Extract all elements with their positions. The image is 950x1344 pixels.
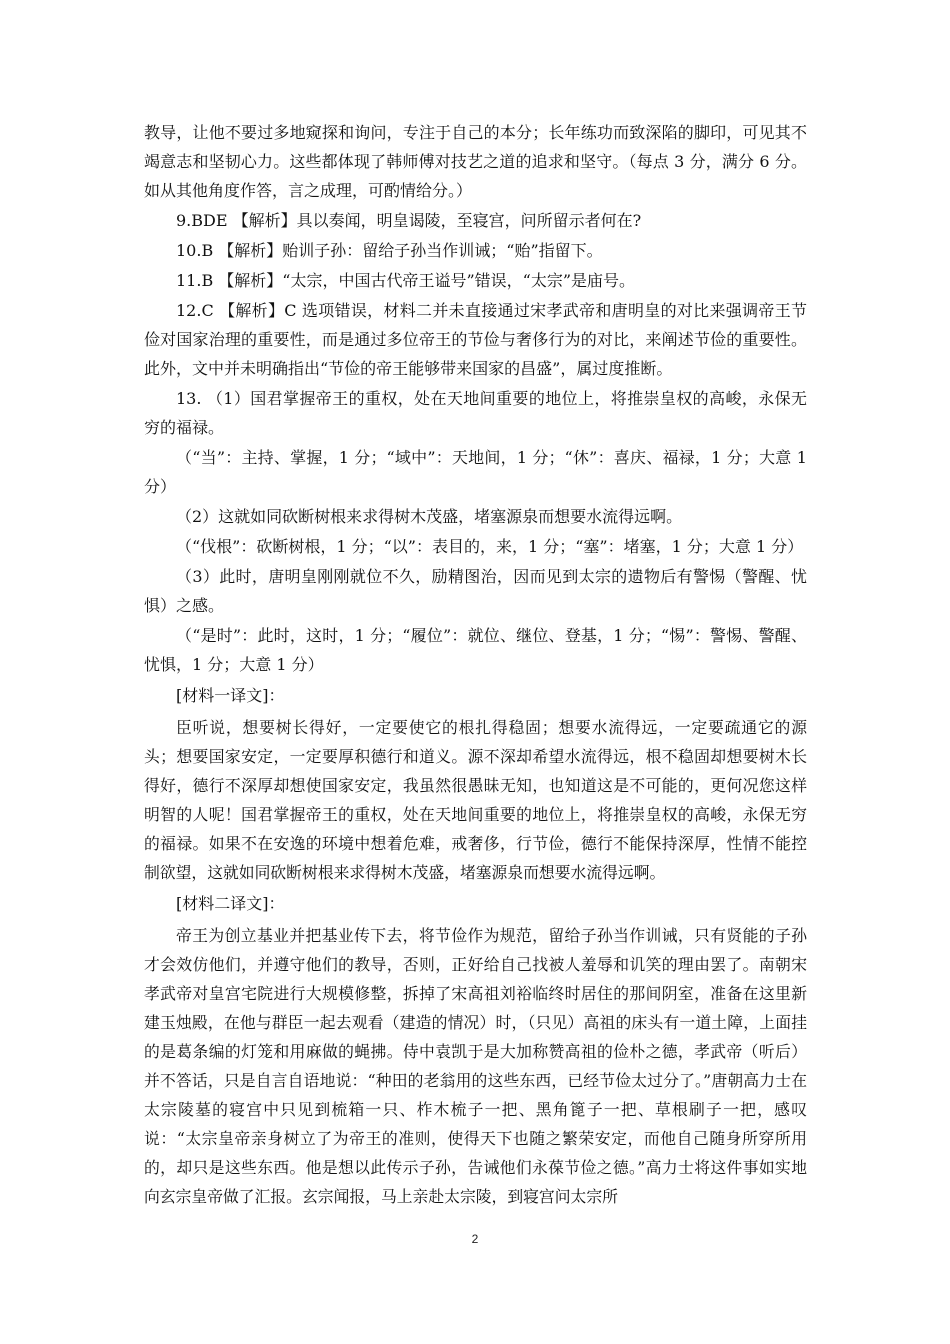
answer-q13-part3-scoring: （“是时”：此时，这时，1 分；“履位”：就位、继位、登基，1 分；“惕”：警惕、警醒、忧惧，1 分；大意 1 分） [144,626,807,674]
material1-translation-text: 臣听说，想要树长得好，一定要使它的根扎得稳固；想要水流得远，一定要疏通它的源头；想要国家安定，一定要厚积德行和道义。源不深却希望水流得远，根不稳固却想要树木长得好，德行不深厚却想使国家安定，我虽然很愚昧无知，也知道这是不可能的，更何况您这样明智的人呢！国君掌握帝王的重权，处在天地间重要的地位上，将推崇皇权的高峻，永保无穷的福禄。如果不在安逸的环境中想着危难，戒奢侈，行节俭，德行不能保持深厚，性情不能控制欲望，这就如同砍断树根来求得树木茂盛，堵塞源泉而想要水流得远啊。 [144,718,807,882]
page-number: 2 [471,1232,479,1246]
answer-q13-part3: （3）此时，唐明皇刚刚就位不久，励精图治，因而见到太宗的遗物后有警惕（警醒、忧惧）之感。 [144,567,807,615]
answer-q13-part1-scoring: （“当”：主持、掌握，1 分；“域中”：天地间，1 分；“休”：喜庆、福禄，1 分；大意 1 分） [144,448,807,496]
answer-q11: 11.B 【解析】“太宗，中国古代帝王谥号”错误，“太宗”是庙号。 [176,271,636,290]
answer-q13-part2-scoring: （“伐根”：砍断树根，1 分；“以”：表目的，来，1 分；“塞”：堵塞，1 分；大意 1 分） [176,537,804,556]
answer-q13-part2: （2）这就如同砍断树根来求得树木茂盛，堵塞源泉而想要水流得远啊。 [176,507,683,526]
answer-key-body [144,118,807,1211]
answer-q12: 12.C 【解析】C 选项错误，材料二并未直接通过宋孝武帝和唐明皇的对比来强调帝王节俭对国家治理的重要性，而是通过多位帝王的节俭与奢侈行为的对比，来阐述节俭的重要性。此外，文中并未明确指出“节俭的帝王能够带来国家的昌盛”，属过度推断。 [144,301,807,378]
answer-q13-part1: 13. （1）国君掌握帝王的重权，处在天地间重要的地位上，将推崇皇权的高峻，永保无穷的福禄。 [144,389,807,437]
answer-q10: 10.B 【解析】贻训子孙：留给子孙当作训诫；“贻”指留下。 [176,241,603,260]
answer-q9: 9.BDE 【解析】具以奏闻，明皇谒陵，至寝宫，问所留示者何在? [176,211,642,230]
material2-translation-heading: [材料二译文]： [176,894,285,913]
paragraph-q8-continuation: 教导，让他不要过多地窥探和询问，专注于自己的本分；长年练功而致深陷的脚印，可见其不竭意志和坚韧心力。这些都体现了韩师傅对技艺之道的追求和坚守。（每点 3 分，满分 6 分。如从其他角度作答，言之成理，可酌情给分。） [144,123,807,200]
material1-translation-heading: [材料一译文]： [176,686,285,705]
material2-translation-text: 帝王为创立基业并把基业传下去，将节俭作为规范，留给子孙当作训诫，只有贤能的子孙才会效仿他们，并遵守他们的教导，否则，正好给自己找被人羞辱和讥笑的理由罢了。南朝宋孝武帝对皇宫宅院进行大规模修整，拆掉了宋高祖刘裕临终时居住的那间阴室，准备在这里新建玉烛殿，在他与群臣一起去观看（建造的情况）时，（只见）高祖的床头有一道土障，上面挂的是葛条编的灯笼和用麻做的蝇拂。侍中袁凯于是大加称赞高祖的俭朴之德，孝武帝（听后）并不答话，只是自言自语地说：“种田的老翁用的这些东西，已经节俭太过分了。”唐朝高力士在太宗陵墓的寝宫中只见到梳箱一只、柞木梳子一把、黑角篦子一把、草根刷子一把，感叹说：“太宗皇帝亲身树立了为帝王的准则，使得天下也随之繁荣安定，而他自己随身所穿所用的，却只是这些东西。他是想以此传示子孙，告诫他们永葆节俭之德。”高力士将这件事如实地向玄宗皇帝做了汇报。玄宗闻报，马上亲赴太宗陵，到寝宫问太宗所 [144,926,807,1206]
